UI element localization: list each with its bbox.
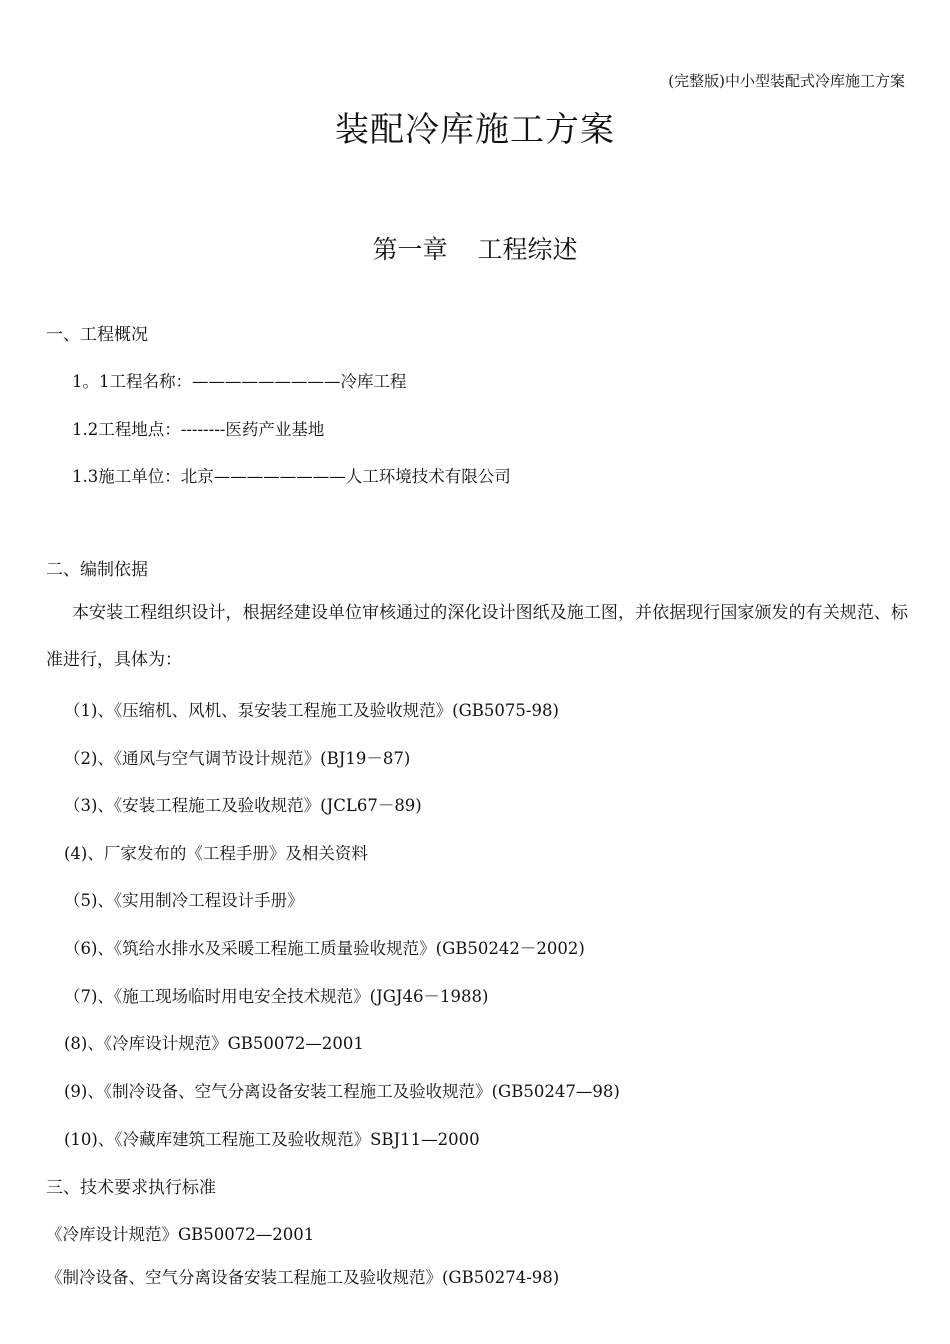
project-location-line: 1.2工程地点：--------医药产业基地 bbox=[72, 420, 325, 439]
list-item: （5)、《实用制冷工程设计手册》 bbox=[64, 891, 304, 910]
chapter-heading bbox=[0, 230, 950, 266]
running-header: (完整版)中小型装配式冷库施工方案 bbox=[668, 72, 905, 90]
list-item: （2)、《通风与空气调节设计规范》(BJ19－87) bbox=[64, 749, 411, 768]
list-item: (8)、《冷库设计规范》GB50072—2001 bbox=[64, 1034, 364, 1053]
document-title: 装配冷库施工方案 bbox=[335, 110, 615, 150]
list-item: （7)、《施工现场临时用电安全技术规范》(JGJ46－1988) bbox=[64, 987, 489, 1006]
basis-paragraph: 本安装工程组织设计，根据经建设单位审核通过的深化设计图纸及施工图，并依据现行国家颁发的有关规范、标准进行，具体为： bbox=[46, 603, 908, 670]
list-item: (10)、《冷藏库建筑工程施工及验收规范》SBJ11—2000 bbox=[64, 1130, 480, 1149]
standard-item: 《冷库设计规范》GB50072—2001 bbox=[46, 1225, 315, 1244]
chapter-number: 第一章 bbox=[372, 235, 448, 264]
standard-item: 《制冷设备、空气分离设备安装工程施工及验收规范》(GB50274-98) bbox=[46, 1268, 560, 1287]
list-item: （1)、《压缩机、风机、泵安装工程施工及验收规范》(GB5075-98) bbox=[64, 701, 559, 720]
list-item: (9)、《制冷设备、空气分离设备安装工程施工及验收规范》(GB50247—98) bbox=[64, 1082, 620, 1101]
chapter-name: 工程综述 bbox=[477, 235, 578, 264]
list-item: （6)、《筑给水排水及采暖工程施工质量验收规范》(GB50242－2002) bbox=[64, 939, 585, 958]
list-item: （3)、《安装工程施工及验收规范》(JCL67－89) bbox=[64, 796, 422, 815]
project-name-line: 1。1工程名称：—————————冷库工程 bbox=[72, 372, 407, 391]
section2-heading: 二、编制依据 bbox=[46, 560, 148, 580]
contractor-line: 1.3施工单位：北京————————人工环境技术有限公司 bbox=[72, 467, 511, 486]
section3-heading: 三、技术要求执行标准 bbox=[46, 1178, 216, 1198]
section1-heading: 一、工程概况 bbox=[46, 325, 148, 345]
list-item: (4)、厂家发布的《工程手册》及相关资料 bbox=[64, 844, 368, 863]
